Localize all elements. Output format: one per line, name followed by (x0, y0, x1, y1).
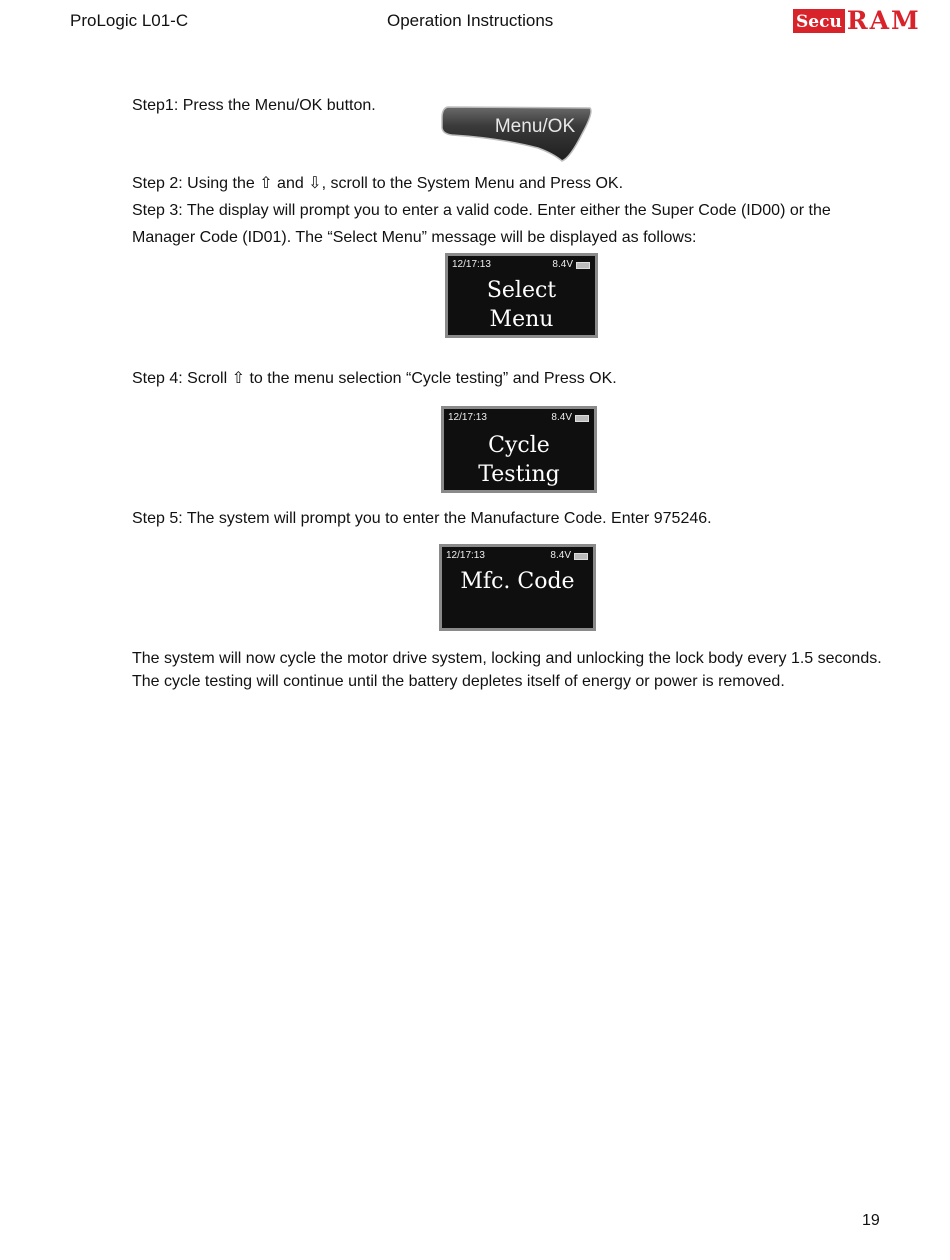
lcd-line-2: Menu (489, 307, 554, 332)
page-header-title: Operation Instructions (387, 11, 554, 30)
step-1-text: Step1: Press the Menu/OK button. (132, 97, 376, 114)
lcd-select-menu (445, 253, 598, 338)
lcd-mfc-code (439, 544, 596, 631)
closing-paragraph: The system will now cycle the motor drive system, locking and unlocking the lock body every 1.5 seconds. The cycle testing will continue until the battery depletes itself of energy or power is removed. (132, 650, 882, 690)
step-2-text: Step 2: Using the ⇧ and ⇩, scroll to the System Menu and Press OK. (132, 175, 624, 192)
logo-secu: Secu (793, 9, 845, 33)
lcd-voltage: 8.4V (551, 412, 572, 423)
lcd-voltage: 8.4V (550, 550, 571, 561)
battery-icon (574, 553, 588, 560)
lcd-line-2: Testing (478, 462, 560, 487)
page-number: 19 (862, 1212, 880, 1229)
menu-ok-button-image (440, 104, 595, 162)
securam-logo (793, 6, 921, 35)
lcd-date: 12/17:13 (452, 259, 491, 270)
lcd-line-1: Mfc. Code (460, 569, 575, 594)
lcd-line-1: Select (486, 278, 557, 303)
battery-icon (576, 262, 590, 269)
document-code: ProLogic L01-C (70, 11, 189, 30)
step-4-text: Step 4: Scroll ⇧ to the menu selection “Cycle testing” and Press OK. (132, 370, 617, 387)
lcd-date: 12/17:13 (446, 550, 485, 561)
step-3-text: Step 3: The display will prompt you to enter a valid code. Enter either the Super Code (ID00) or the Manager Code (ID01). The “Select Menu” message will be displayed as follows: (132, 202, 831, 246)
battery-icon (575, 415, 589, 422)
lcd-date: 12/17:13 (448, 412, 487, 423)
lcd-voltage: 8.4V (552, 259, 573, 270)
menu-ok-label: Menu/OK (494, 116, 576, 137)
lcd-cycle-testing (441, 406, 597, 493)
step-5-text: Step 5: The system will prompt you to enter the Manufacture Code. Enter 975246. (132, 510, 712, 527)
lcd-line-1: Cycle (488, 433, 550, 458)
logo-ram: RAM (846, 6, 921, 35)
